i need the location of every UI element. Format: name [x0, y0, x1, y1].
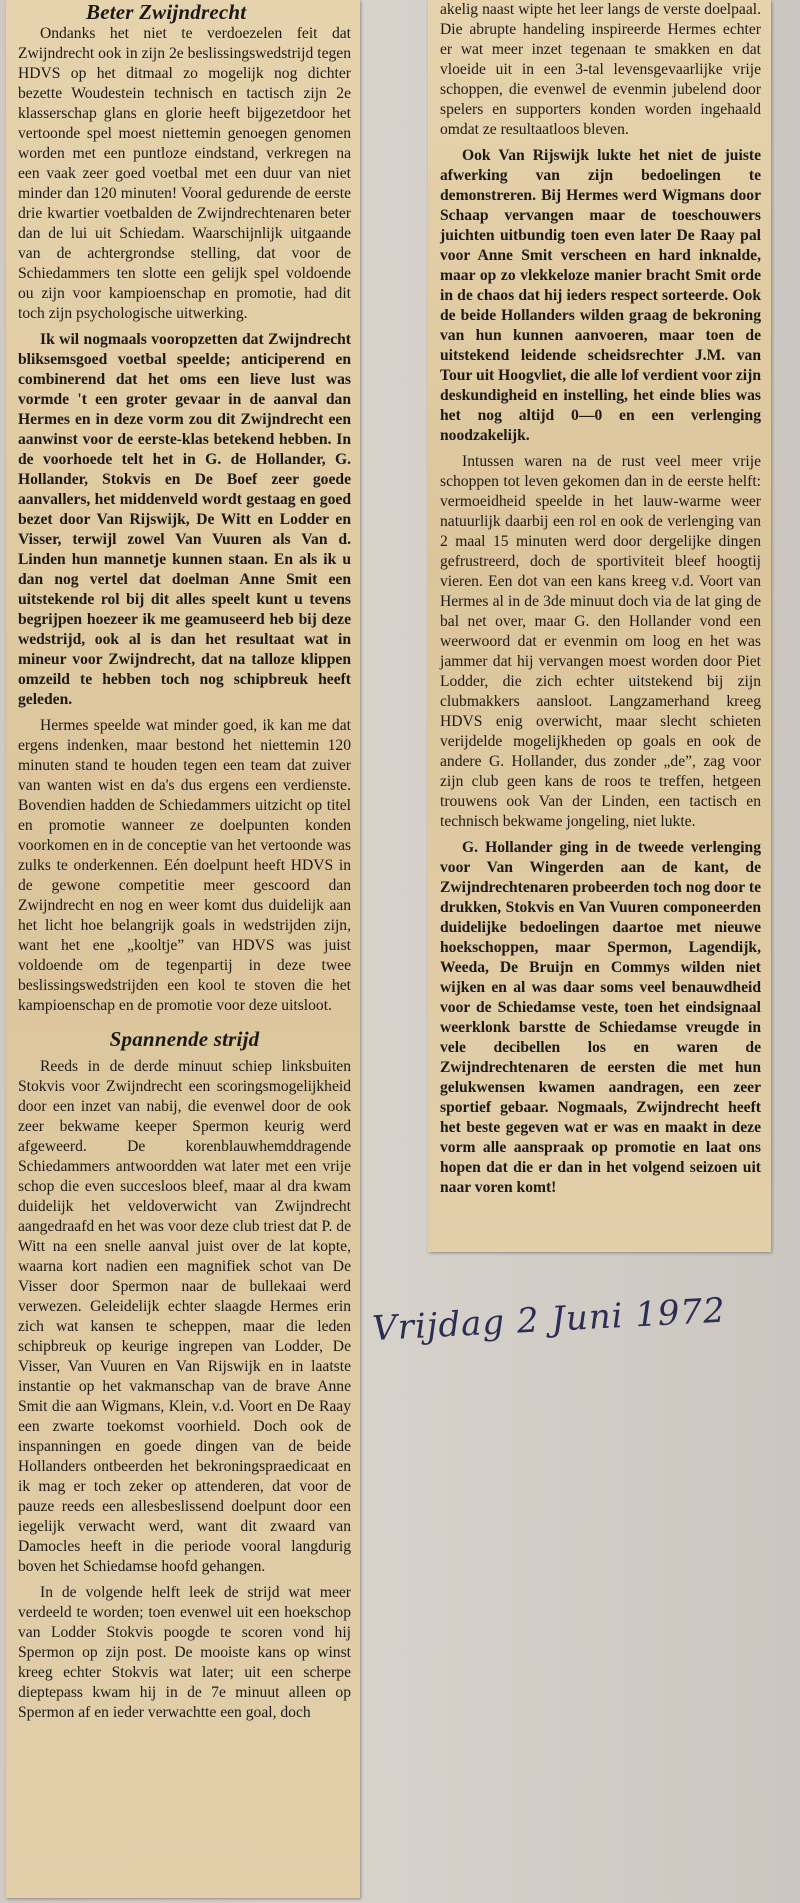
headline: Beter Zwijndrecht	[86, 0, 247, 24]
left-paragraphs-1	[18, 24, 351, 1016]
left-paragraphs-2	[18, 1057, 351, 1723]
paragraph: Reeds in de derde minuut schiep linksbuiten Stokvis voor Zwijndrecht een scoringsmogelijkheid door een inzet van nabij, die evenwel door de ook zeer bekwame keeper Spermon keurig werd afgeweerd. De korenblauwhemddragende Schiedammers antwoordden wat later met een vrije schop die even succesloos bleef, maar al dra kwam duidelijk het veldoverwicht van Zwijndrecht aangedraafd en het was voor deze club triest dat P. de Witt na een snelle aanval juist over de lat kopte, waarna kort nadien een magnifiek schot van De Visser door Spermon naar de bullekaai werd verwezen. Geleidelijk echter slaagde Hermes erin zich wat kansen te scheppen, maar die leden schipbreuk op keurige ingrepen van Lodder, De Visser, Van Vuuren en Van Rijswijk en in laatste instantie op het vakmanschap van de brave Anne Smit die aan Wigmans, Klein, v.d. Voort en De Raay een zwarte toekomst voorhield. Doch ook de inspanningen en goede dingen van de beide Hollanders ontbeerden het bekroningspraedicaat en ik mag er toch zeker op attenderen, dat voor de pauze reeds een allesbeslissend doelpunt door een iegelijk verwacht werd, want dit zwaard van Damocles heeft in die periode vooral langdurig boven het Schiedamse hoofd gehangen.	[18, 1058, 351, 1575]
paragraph: akelig naast wipte het leer langs de verste doelpaal. Die abrupte handeling inspireerde Hermes echter er wat meer inzet tegenaan te smakken en dat vloeide uit in een 3-tal levensgevaarlijke vrije schoppen, die evenwel de evenmin jubelend door spelers en supporters konden worden ingehaald omdat ze resultaatloos bleven.	[440, 1, 761, 138]
right-clipping	[428, 0, 771, 1252]
paragraph: Ondanks het niet te verdoezelen feit dat Zwijndrecht ook in zijn 2e beslissingswedstrijd tegen HDVS op het ditmaal zo mogelijk nog dichter bezette Woudestein technisch en tactisch zijn 2e klasserschap glans en glorie heeft bijgezetdoor het vertoonde spel moest niettemin genoegen genomen worden met een puntloze eindstand, verkregen na een vaak zeer goed voetbal met een duur van niet minder dan 120 minuten! Vooral gedurende de eerste drie kwartier voetbalden de Zwijndrechtenaren beter dan de lui uit Schiedam. Waarschijnlijk uitgaande van de achtergrondse stelling, dat voor de Schiedammers ten slotte een gelijk spel voldoende ou zijn voor kampioenschap en promotie, had dit toch zijn psychologische uitwerking.	[18, 25, 351, 322]
paragraph: Ook Van Rijswijk lukte het niet de juiste afwerking van zijn bedoelingen te demonstreren. Bij Hermes werd Wigmans door Schaap vervangen maar de toeschouwers juichten uitbundig toen even later De Raay pal voor Anne Smit verscheen en hard inknalde, maar op zo vlekkeloze manier bracht Smit orde in de chaos dat hij ieders respect sorteerde. Ook de beide Hollanders wilden graag de bekroning van hun kunnen aanvoeren, maar toen de uitstekend leidende scheidsrechter J.M. van Tour uit Hoogvliet, die alle lof verdient voor zijn deskundigheid en instelling, het einde blies was het nog altijd 0—0 en een verlenging noodzakelijk.	[440, 147, 761, 444]
paragraph: G. Hollander ging in de tweede verlenging voor Van Wingerden aan de kant, de Zwijndrechtenaren probeerden toch nog door te drukken, Stokvis en Van Vuuren componeerden duidelijke bedoelingen daartoe met nieuwe hoekschoppen, maar Spermon, Lagendijk, Weeda, De Bruijn en Commys wilden niet wijken en al was daar soms veel benauwdheid voor de Schiedamse veste, toen het eindsignaal weerklonk barstte de Schiedamse vreugde in vele decibellen los en waren de Zwijndrechtenaren de eersten die met hun gelukwensen kwamen aandragen, een zeer sportief gebaar. Nogmaals, Zwijndrecht heeft het beste gegeven wat er was en maakt in deze vorm alle aanspraak op promotie en laat ons hopen dat die er dan in het volgend seizoen uit naar voren komt!	[440, 839, 761, 1196]
paragraph: Hermes speelde wat minder goed, ik kan me dat ergens indenken, maar bestond het niettemin 120 minuten stand te houden tegen een team dat zuiver van wanten wist en da's dus ergens een verdienste. Bovendien hadden de Schiedammers uitzicht op titel en promotie wanneer ze doelpunten konden voorkomen en in de conceptie van het vertoonde was zulks te onderkennen. Eén doelpunt heeft HDVS in de gewone competitie meer gescoord dan Zwijndrecht en nog en weer komt dus duidelijk aan het licht hoe belangrijk goals in wedstrijden zijn, want het ene „kooltje” van HDVS was juist voldoende om de tegenpartij in deze twee beslissingswedstrijden een kool te stoven die het kampioenschap en de promotie voor deze uitsloot.	[18, 717, 351, 1014]
handwritten-date: Vrijdag 2 Juni 1972	[371, 1290, 727, 1350]
left-clipping	[6, 0, 360, 1898]
subheadline: Spannende strijd	[109, 1027, 260, 1051]
paragraph: In de volgende helft leek de strijd wat meer verdeeld te worden; toen evenwel uit een hoekschop van Lodder Stokvis poogde te scoren vond hij Spermon op zijn post. De mooiste kans op winst kreeg echter Stokvis wat later; uit een scherpe dieptepass kwam hij in de 7e minuut alleen op Spermon af en ieder verwachtte een goal, doch	[18, 1584, 351, 1721]
paragraph: Intussen waren na de rust veel meer vrije schoppen tot leven gekomen dan in de eerste helft: vermoeidheid speelde in het lauw-warme weer natuurlijk daarbij een rol en ook de verlenging van 2 maal 15 minuten werd door dergelijke dingen gefrustreerd, doch de sportiviteit bleef hoogtij vieren. Een dot van een kans kreeg v.d. Voort van Hermes al in de 3de minuut doch via de lat ging de bal net over, maar G. den Hollander vond een weerwoord dat er evenmin om loog en het was jammer dat hij vervangen moest worden door Piet Lodder, die zich echter uitstekend bij zijn clubmakkers aansloot. Langzamerhand kreeg HDVS enig overwicht, maar slecht schieten verijdelde mogelijkheden op goals en ook de andere G. Hollander, dus zonder „de”, zag voor zijn club geen kans de roos te treffen, hetgeen trouwens ook Van der Linden, een tactisch en technisch bekwame jongeling, niet lukte.	[440, 453, 761, 830]
paragraph: Ik wil nogmaals vooropzetten dat Zwijndrecht bliksemsgoed voetbal speelde; anticiperend en combinerend dat het oms een lieve lust was vormde 't een groter gevaar in de aanval dan Hermes en in deze vorm zou dit Zwijndrecht een aanwinst voor de eerste-klas betekend hebben. In de voorhoede telt het in G. de Hollander, G. Hollander, Stokvis en De Boef zeer goede aanvallers, het middenveld wordt gestaag en goed bezet door Van Rijswijk, De Witt en Lodder en Visser, terwijl zowel Van Vuuren als Van d. Linden hun mannetje kunnen staan. En als ik u dan nog vertel dat doelman Anne Smit een uitstekende rol bij dit alles speelt kunt u tevens begrijpen hoezeer ik me geamuseerd heb bij deze wedstrijd, ook al is dan het resultaat wat in mineur voor Zwijndrecht, dat na talloze klippen omzeild te hebben toch nog schipbreuk heeft geleden.	[18, 331, 351, 708]
